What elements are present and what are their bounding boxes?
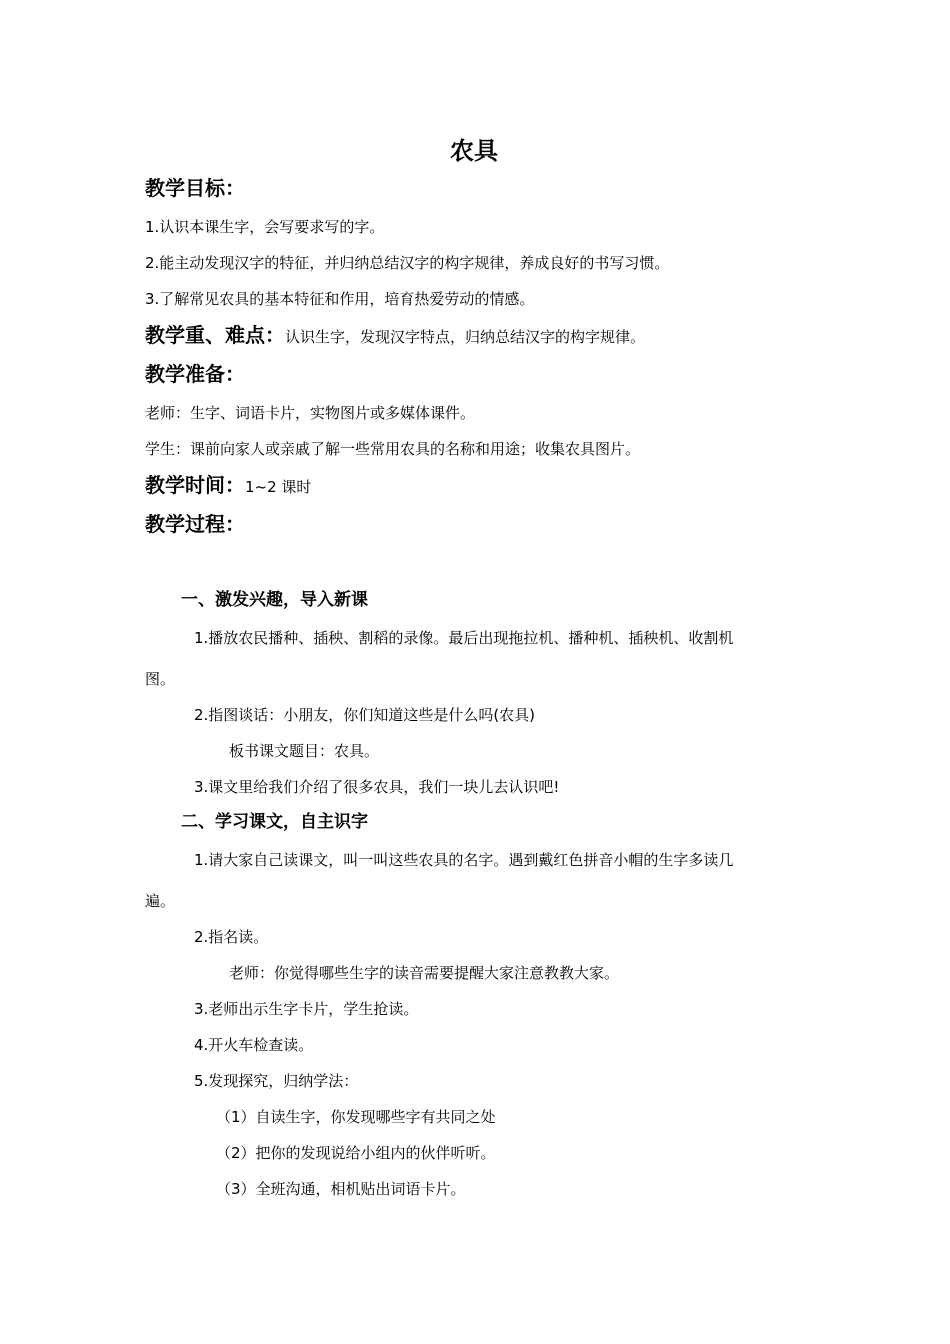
objective-item-1: 1.认识本课生字，会写要求写的字。 [145, 218, 385, 236]
section-1-item-1-line-2: 图。 [145, 670, 176, 688]
section-2-item-1-line-2: 遍。 [145, 892, 176, 910]
section-2-heading: 二、学习课文，自主识字 [181, 812, 368, 832]
key-points-text: 认识生字，发现汉字特点，归纳总结汉字的构字规律。 [285, 328, 646, 346]
section-1-heading: 一、激发兴趣，导入新课 [181, 590, 368, 610]
section-2-item-4: 4.开火车检查读。 [194, 1036, 314, 1054]
key-points-line [145, 322, 645, 350]
process-heading: 教学过程： [145, 512, 245, 536]
time-text: 1~2 课时 [245, 478, 312, 496]
preparation-student: 学生：课前向家人或亲戚了解一些常用农具的名称和用途；收集农具图片。 [145, 440, 641, 458]
time-heading: 教学时间： [145, 473, 245, 497]
section-2-item-3: 3.老师出示生字卡片，学生抢读。 [194, 1000, 419, 1018]
objective-item-2: 2.能主动发现汉字的特征，并归纳总结汉字的构字规律，养成良好的书写习惯。 [145, 254, 670, 272]
section-2-item-1-line-1: 1.请大家自己读课文，叫一叫这些农具的名字。遇到戴红色拼音小帽的生字多读几 [194, 851, 734, 869]
section-2-item-5: 5.发现探究，归纳学法： [194, 1072, 359, 1090]
preparation-teacher: 老师：生字、词语卡片，实物图片或多媒体课件。 [145, 404, 476, 422]
objective-item-3: 3.了解常见农具的基本特征和作用，培育热爱劳动的情感。 [145, 290, 535, 308]
preparation-heading: 教学准备： [145, 362, 245, 386]
section-1-item-2: 2.指图谈话：小朋友，你们知道这些是什么吗(农具) [194, 706, 536, 724]
section-1-item-1-line-1: 1.播放农民播种、插秧、割稻的录像。最后出现拖拉机、播种机、插秧机、收割机 [194, 629, 734, 647]
section-2-sub-3: （3）全班沟通，相机贴出词语卡片。 [216, 1180, 466, 1198]
time-line [145, 472, 311, 500]
section-2-item-2-sub: 老师：你觉得哪些生字的读音需要提醒大家注意教教大家。 [229, 964, 620, 982]
section-1-item-3: 3.课文里给我们介绍了很多农具，我们一块儿去认识吧! [194, 778, 560, 796]
section-2-item-2: 2.指名读。 [194, 928, 269, 946]
section-2-sub-1: （1）自读生字，你发现哪些字有共同之处 [216, 1108, 496, 1126]
section-2-sub-2: （2）把你的发现说给小组内的伙伴听听。 [216, 1144, 496, 1162]
key-points-heading: 教学重、难点： [145, 323, 285, 347]
document-title: 农具 [450, 137, 498, 165]
objectives-heading: 教学目标： [145, 176, 245, 200]
section-1-item-2-sub: 板书课文题目：农具。 [229, 742, 380, 760]
